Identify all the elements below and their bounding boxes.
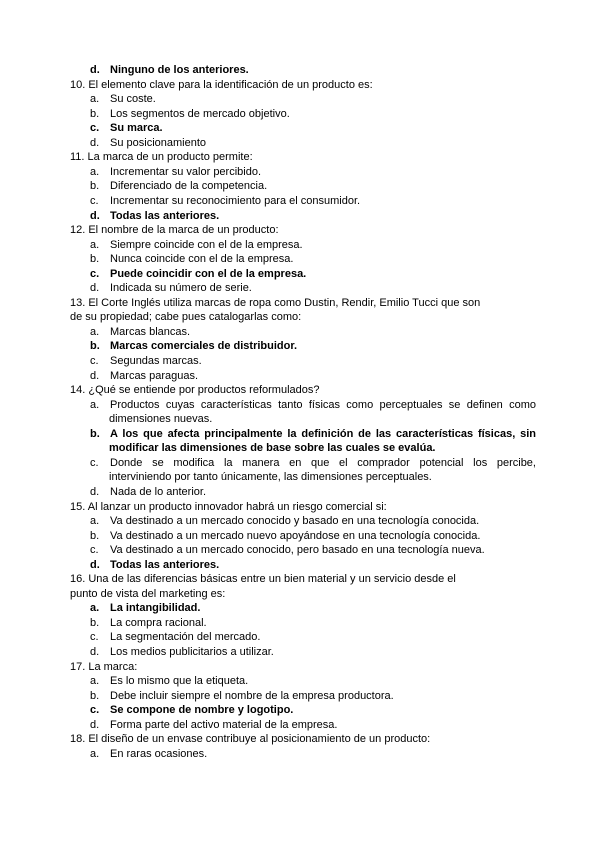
option-text: Se compone de nombre y logotipo. xyxy=(110,704,294,717)
option-letter: b. xyxy=(90,427,100,440)
option-letter: d. xyxy=(90,369,100,382)
option-text: Incrementar su reconocimiento para el consumidor. xyxy=(110,194,361,207)
option-text: Forma parte del activo material de la empresa. xyxy=(110,718,338,731)
option-letter: c. xyxy=(90,456,99,469)
option-letter: a. xyxy=(90,398,100,411)
answer-option xyxy=(90,253,293,266)
answer-option xyxy=(90,166,261,179)
option-letter: c. xyxy=(90,544,99,557)
option-letter: a. xyxy=(90,238,100,251)
answer-option xyxy=(90,748,207,761)
option-text: Siempre coincide con el de la empresa. xyxy=(110,238,303,251)
answer-option xyxy=(90,282,252,295)
answer-option xyxy=(90,428,536,441)
answer-option xyxy=(90,704,293,717)
answer-option xyxy=(90,617,207,630)
option-text: Incrementar su valor percibido. xyxy=(110,165,262,178)
answer-option xyxy=(90,690,394,703)
option-text: La intangibilidad. xyxy=(110,602,201,615)
answer-option xyxy=(90,64,249,77)
option-text: En raras ocasiones. xyxy=(110,747,208,760)
option-text: Los medios publicitarios a utilizar. xyxy=(110,646,274,658)
option-letter: c. xyxy=(90,704,100,717)
question-text: 14. ¿Qué se entiende por productos reformulados? xyxy=(70,384,320,397)
option-letter: b. xyxy=(90,689,100,702)
option-letter: c. xyxy=(90,194,99,207)
option-text: Nunca coincide con el de la empresa. xyxy=(110,253,294,266)
option-text: Marcas blancas. xyxy=(110,325,191,338)
option-text: Puede coincidir con el de la empresa. xyxy=(110,267,307,280)
option-letter: a. xyxy=(90,93,100,106)
option-letter: a. xyxy=(90,325,100,338)
option-text: Debe incluir siempre el nombre de la empresa productora. xyxy=(110,689,394,702)
option-text: Todas las anteriores. xyxy=(110,209,220,222)
option-text: Va destinado a un mercado conocido y basado en una tecnología conocida. xyxy=(110,515,480,528)
answer-option xyxy=(90,355,202,368)
answer-option xyxy=(90,122,163,135)
option-text: Va destinado a un mercado nuevo apoyándose en una tecnología conocida. xyxy=(110,529,481,542)
answer-option xyxy=(90,370,198,383)
question-text: 17. La marca: xyxy=(70,660,138,673)
answer-option xyxy=(90,399,536,412)
option-text: Su marca. xyxy=(110,122,163,135)
continuation-text: de su propiedad; cabe pues catalogarlas como: xyxy=(70,311,302,324)
answer-option xyxy=(90,210,219,223)
answer-option xyxy=(90,544,485,557)
option-letter: c. xyxy=(90,631,99,644)
option-text: Productos cuyas características tanto físicas como perceptuales se definen como xyxy=(110,398,536,411)
question-text: 11. La marca de un producto permite: xyxy=(70,151,253,164)
option-letter: b. xyxy=(90,616,100,629)
option-text: Indicada su número de serie. xyxy=(110,282,252,295)
option-text: Su posicionamiento xyxy=(110,136,207,149)
option-text: Todas las anteriores. xyxy=(110,558,220,571)
option-letter: d. xyxy=(90,485,100,498)
option-letter: c. xyxy=(90,355,99,367)
answer-option xyxy=(90,646,274,659)
question-text: 10. El elemento clave para la identificación de un producto es: xyxy=(70,78,373,91)
option-text: Nada de lo anterior. xyxy=(110,485,207,498)
option-text: Ninguno de los anteriores. xyxy=(110,64,249,76)
continuation-text: interviniendo por tanto únicamente, las dimensiones perceptuales. xyxy=(109,471,432,484)
answer-option xyxy=(90,137,206,150)
option-text: Los segmentos de mercado objetivo. xyxy=(110,107,290,120)
option-text: Marcas paraguas. xyxy=(110,369,199,382)
answer-option xyxy=(90,515,479,528)
option-letter: a. xyxy=(90,675,100,688)
option-text: Va destinado a un mercado conocido, pero basado en una tecnología nueva. xyxy=(110,544,485,557)
option-letter: c. xyxy=(90,122,100,135)
option-text: Diferenciado de la competencia. xyxy=(110,180,268,193)
answer-option xyxy=(90,631,260,644)
question-text: 13. El Corte Inglés utiliza marcas de ropa como Dustin, Rendir, Emilio Tucci que son xyxy=(70,296,481,309)
option-text: La segmentación del mercado. xyxy=(110,631,261,644)
answer-option xyxy=(90,530,480,543)
answer-option xyxy=(90,602,200,615)
option-letter: a. xyxy=(90,747,100,760)
answer-option xyxy=(90,719,337,732)
option-text: Su coste. xyxy=(110,93,156,106)
answer-option xyxy=(90,93,156,106)
continuation-text: punto de vista del marketing es: xyxy=(70,587,226,600)
option-letter: a. xyxy=(90,165,100,178)
option-text: Donde se modifica la manera en que el comprador potencial los percibe, xyxy=(110,456,536,469)
option-letter: d. xyxy=(90,718,100,731)
continuation-text: dimensiones nuevas. xyxy=(109,413,213,426)
option-letter: d. xyxy=(90,558,100,571)
option-letter: b. xyxy=(90,529,100,542)
option-letter: d. xyxy=(90,209,100,222)
question-text: 12. El nombre de la marca de un producto: xyxy=(70,224,279,237)
answer-option xyxy=(90,340,297,353)
answer-option xyxy=(90,326,190,339)
option-letter: a. xyxy=(90,515,100,528)
answer-option xyxy=(90,457,536,470)
answer-option xyxy=(90,486,206,499)
option-letter: c. xyxy=(90,267,100,280)
option-letter: d. xyxy=(90,646,100,658)
option-letter: b. xyxy=(90,107,100,120)
answer-option xyxy=(90,268,306,281)
continuation-text: modificar las dimensiones de base sobre las cuales se evalúa. xyxy=(109,442,436,455)
answer-option xyxy=(90,195,360,208)
option-text: A los que afecta principalmente la definición de las características físicas, sin xyxy=(110,427,536,440)
option-text: Marcas comerciales de distribuidor. xyxy=(110,340,298,353)
option-text: Segundas marcas. xyxy=(110,355,202,367)
question-text: 15. Al lanzar un producto innovador habrá un riesgo comercial si: xyxy=(70,500,387,513)
option-text: La compra racional. xyxy=(110,616,207,629)
question-text: 16. Una de las diferencias básicas entre un bien material y un servicio desde el xyxy=(70,573,456,586)
answer-option xyxy=(90,180,267,193)
question-text: 18. El diseño de un envase contribuye al posicionamiento de un producto: xyxy=(70,733,431,746)
answer-option xyxy=(90,675,248,688)
option-letter: a. xyxy=(90,602,100,615)
option-letter: d. xyxy=(90,136,100,149)
answer-option xyxy=(90,108,290,121)
option-letter: d. xyxy=(90,64,100,76)
option-letter: b. xyxy=(90,340,100,353)
option-letter: b. xyxy=(90,253,100,266)
answer-option xyxy=(90,559,219,572)
option-letter: b. xyxy=(90,180,100,193)
option-letter: d. xyxy=(90,282,100,295)
answer-option xyxy=(90,239,303,252)
option-text: Es lo mismo que la etiqueta. xyxy=(110,675,249,688)
